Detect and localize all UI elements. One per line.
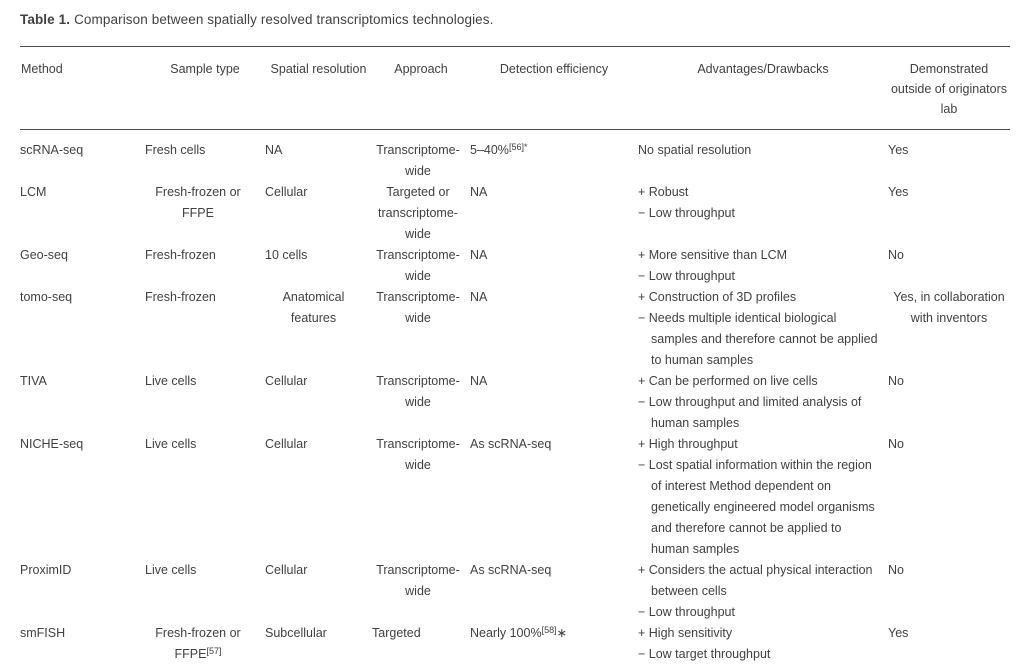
spatial-resolution-text: 10 cells [265, 245, 307, 266]
cell-approach [372, 623, 470, 665]
approach-text: Transcriptome-wide [372, 140, 464, 182]
comparison-table [20, 46, 1010, 665]
header-row [20, 47, 1010, 130]
advantage-drawback-item: + Can be performed on live cells [638, 371, 880, 392]
sample-type-text: Fresh cells [145, 140, 205, 161]
cell-spatial-resolution [265, 245, 372, 287]
reference-superscript: [58] [542, 625, 557, 635]
table-row [20, 287, 1010, 371]
cell-method: scRNA-seq [20, 130, 145, 183]
spatial-resolution-text: Anatomical features [265, 287, 362, 329]
advantage-drawback-item: + High sensitivity [638, 623, 880, 644]
demonstrated-text: No [888, 371, 904, 392]
column-header-detection-efficiency: Detection efficiency [470, 47, 638, 130]
cell-sample-type [145, 371, 265, 434]
cell-detection-efficiency: Nearly 100%[58]∗ [470, 623, 638, 665]
advantage-drawback-item: + High throughput [638, 434, 880, 455]
cell-sample-type [145, 623, 265, 665]
cell-sample-type [145, 287, 265, 371]
cell-demonstrated-outside [888, 245, 1010, 287]
cell-detection-efficiency: 5–40%$^{[56]*}$ [470, 130, 638, 183]
sample-type-text: Fresh-frozen [145, 287, 216, 308]
cell-advantages-drawbacks [638, 182, 888, 245]
approach-text: Transcriptome-wide [372, 245, 464, 287]
cell-method: LCM [20, 182, 145, 245]
sample-type-text: Live cells [145, 560, 196, 581]
cell-approach [372, 287, 470, 371]
sample-type-text: Fresh-frozen or FFPE [145, 182, 251, 224]
spatial-resolution-text: Cellular [265, 560, 307, 581]
approach-text: Transcriptome-wide [372, 434, 464, 476]
cell-demonstrated-outside [888, 434, 1010, 560]
advantage-drawback-item: − Low throughput [638, 203, 880, 224]
table-caption-text: Comparison between spatially resolved transcriptomics technologies. [74, 12, 493, 27]
table-row [20, 245, 1010, 287]
approach-text: Transcriptome-wide [372, 287, 464, 329]
table-caption [20, 11, 1010, 29]
cell-advantages-drawbacks [638, 623, 888, 665]
cell-advantages-drawbacks [638, 130, 888, 183]
cell-demonstrated-outside [888, 130, 1010, 183]
cell-spatial-resolution [265, 371, 372, 434]
cell-spatial-resolution [265, 130, 372, 183]
cell-demonstrated-outside [888, 182, 1010, 245]
cell-detection-efficiency: NA [470, 371, 638, 434]
advantage-drawback-item: + Considers the actual physical interaction between cells [638, 560, 880, 602]
cell-spatial-resolution [265, 434, 372, 560]
cell-method: ProximID [20, 560, 145, 623]
approach-text: Targeted [372, 623, 421, 644]
demonstrated-text: Yes, in collaboration with inventors [888, 287, 1010, 329]
column-header-method: Method [20, 47, 145, 130]
cell-demonstrated-outside [888, 287, 1010, 371]
cell-method: TIVA [20, 371, 145, 434]
cell-advantages-drawbacks [638, 560, 888, 623]
sample-type-text: Live cells [145, 434, 196, 455]
cell-spatial-resolution [265, 287, 372, 371]
cell-detection-efficiency: As scRNA-seq [470, 560, 638, 623]
cell-detection-efficiency: NA [470, 287, 638, 371]
advantage-drawback-item: + Robust [638, 182, 880, 203]
cell-method: tomo-seq [20, 287, 145, 371]
cell-approach [372, 371, 470, 434]
table-row [20, 434, 1010, 560]
cell-sample-type [145, 560, 265, 623]
table-row [20, 371, 1010, 434]
cell-detection-efficiency: As scRNA-seq [470, 434, 638, 560]
advantage-drawback-item: − Lost spatial information within the region of interest Method dependent on genetically engineered model organisms and therefore cannot be applied to human samples [638, 455, 880, 560]
demonstrated-text: Yes [888, 623, 908, 644]
cell-demonstrated-outside [888, 623, 1010, 665]
cell-advantages-drawbacks [638, 371, 888, 434]
demonstrated-text: No [888, 245, 904, 266]
cell-advantages-drawbacks [638, 434, 888, 560]
cell-advantages-drawbacks [638, 287, 888, 371]
sample-type-text: Fresh-frozen or FFPE[57] [145, 623, 251, 665]
cell-method: NICHE-seq [20, 434, 145, 560]
approach-text: Targeted or transcriptome-wide [372, 182, 464, 245]
cell-approach [372, 434, 470, 560]
demonstrated-text: Yes [888, 140, 908, 161]
cell-sample-type [145, 182, 265, 245]
reference-superscript: [56] [509, 142, 524, 152]
spatial-resolution-text: Subcellular [265, 623, 327, 644]
approach-text: Transcriptome-wide [372, 560, 464, 602]
cell-detection-efficiency: NA [470, 245, 638, 287]
demonstrated-text: No [888, 434, 904, 455]
demonstrated-text: No [888, 560, 904, 581]
spatial-resolution-text: NA [265, 140, 282, 161]
reference-superscript: * [524, 142, 528, 152]
cell-spatial-resolution [265, 560, 372, 623]
cell-sample-type [145, 245, 265, 287]
column-header-advantages-drawbacks: Advantages/Drawbacks [638, 47, 888, 130]
approach-text: Transcriptome-wide [372, 371, 464, 413]
cell-sample-type [145, 434, 265, 560]
advantage-drawback-item: No spatial resolution [638, 140, 880, 161]
column-header-sample-type: Sample type [145, 47, 265, 130]
column-header-spatial-resolution: Spatial resolution [265, 47, 372, 130]
cell-method: smFISH [20, 623, 145, 665]
table-row [20, 130, 1010, 183]
cell-approach [372, 130, 470, 183]
table-header [20, 47, 1010, 130]
cell-detection-efficiency: NA [470, 182, 638, 245]
table-row [20, 182, 1010, 245]
advantage-drawback-item: − Low throughput [638, 266, 880, 287]
spatial-resolution-text: Cellular [265, 371, 307, 392]
cell-advantages-drawbacks [638, 245, 888, 287]
cell-demonstrated-outside [888, 371, 1010, 434]
cell-approach [372, 560, 470, 623]
cell-approach [372, 182, 470, 245]
table-body [20, 130, 1010, 665]
spatial-resolution-text: Cellular [265, 182, 307, 203]
cell-spatial-resolution [265, 623, 372, 665]
advantage-drawback-item: − Low throughput [638, 602, 880, 623]
cell-demonstrated-outside [888, 560, 1010, 623]
table-row [20, 560, 1010, 623]
advantage-drawback-item: − Low throughput and limited analysis of human samples [638, 392, 880, 434]
table-row [20, 623, 1010, 665]
cell-approach [372, 245, 470, 287]
reference-superscript: [57] [206, 646, 221, 656]
advantage-drawback-item: − Low target throughput [638, 644, 880, 665]
advantage-drawback-item: − Needs multiple identical biological samples and therefore cannot be applied to human samples [638, 308, 880, 371]
advantage-drawback-item: + More sensitive than LCM [638, 245, 880, 266]
sample-type-text: Live cells [145, 371, 196, 392]
sample-type-text: Fresh-frozen [145, 245, 216, 266]
advantage-drawback-item: + Construction of 3D profiles [638, 287, 880, 308]
table-caption-label: Table 1. [20, 12, 70, 27]
cell-method: Geo-seq [20, 245, 145, 287]
column-header-approach: Approach [372, 47, 470, 130]
cell-sample-type [145, 130, 265, 183]
column-header-demonstrated-outside: Demonstrated outside of originators lab [888, 47, 1010, 130]
spatial-resolution-text: Cellular [265, 434, 307, 455]
cell-spatial-resolution [265, 182, 372, 245]
demonstrated-text: Yes [888, 182, 908, 203]
